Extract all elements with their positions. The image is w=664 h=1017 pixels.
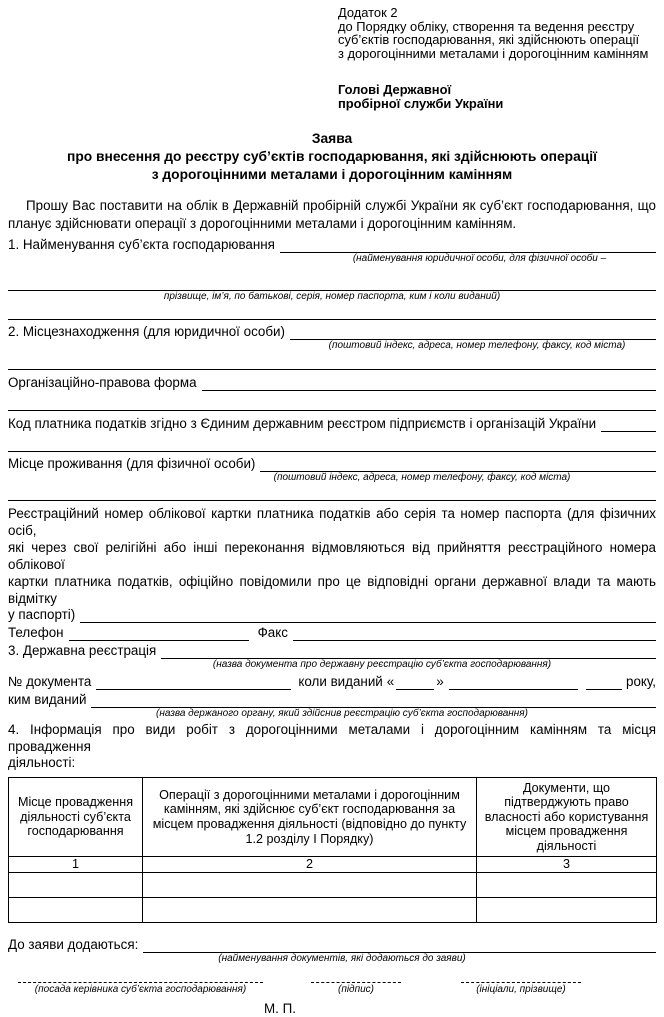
attachments-label: До заяви додаються:	[8, 937, 139, 953]
caption-row	[8, 953, 656, 965]
document-title	[8, 130, 656, 184]
regnum-paragraph	[8, 505, 656, 607]
appendix-line: Додаток 2	[338, 5, 398, 20]
table-header-row	[9, 777, 657, 857]
operations-table	[8, 777, 657, 924]
write-in-line	[8, 356, 656, 370]
caption-row	[8, 708, 656, 720]
field-legal-form	[8, 375, 656, 391]
table-number-cell: 3	[477, 857, 657, 873]
write-in-line	[260, 456, 656, 472]
title-line: про внесення до реєстру суб’єктів господарювання, які здійснюють операції	[67, 149, 597, 164]
table-number-cell: 1	[9, 857, 143, 873]
section4-line: 4. Інформація про види робіт з дорогоцінними металами і дорогоцінним камінням та місця провадження	[8, 722, 656, 754]
table-cell-empty	[143, 873, 477, 898]
signature-line	[311, 977, 401, 983]
field-label: Місце проживання (для фізичної особи)	[8, 456, 256, 471]
fax-label: Факс	[257, 625, 288, 640]
caption-row	[8, 340, 656, 352]
intro-line: планує здійснювати операції з дорогоцінними металами і дорогоцінним камінням.	[8, 216, 517, 231]
addressee-line: Голові Державної	[338, 82, 452, 97]
field-doc-number	[8, 674, 656, 690]
doc-number-label: № документа	[8, 674, 92, 689]
write-in-line	[8, 397, 656, 411]
year-suffix: року,	[626, 674, 656, 689]
table-cell-empty	[477, 898, 657, 923]
write-in-line	[8, 277, 656, 291]
field-state-registration	[8, 643, 656, 659]
caption-row	[8, 253, 656, 265]
regnum-line: Реєстраційний номер облікової картки платника податків або серія та номер паспорта (для фізичних осіб,	[8, 506, 656, 538]
signature-sign-column	[311, 977, 401, 996]
signature-block	[8, 977, 656, 996]
write-in-line	[143, 937, 656, 953]
field-caption: (найменування документів, які додаються до заяви)	[218, 953, 466, 965]
table-header-cell: Документи, що підтверджують право власності або користування місцем провадження діяльності	[477, 777, 657, 857]
field-caption: прізвище, ім’я, по батькові, серія, номер паспорта, ким і коли виданий)	[163, 291, 501, 302]
field-caption: (назва держаного органу, який здійснив реєстрацію суб’єкта господарювання)	[156, 708, 528, 719]
field-label: 3. Державна реєстрація	[8, 643, 157, 658]
field-phone-fax	[8, 625, 656, 641]
table-header-cell: Місце провадження діяльності суб’єкта господарювання	[9, 777, 143, 857]
write-in-line	[290, 324, 656, 340]
caption-row	[8, 472, 656, 484]
write-in-line	[586, 674, 622, 690]
table-row	[9, 898, 657, 923]
caption-row	[8, 291, 656, 303]
write-in-line	[8, 438, 656, 452]
write-in-line	[80, 607, 656, 623]
quote-close: »	[436, 674, 444, 689]
signature-position-column	[18, 977, 263, 996]
field-caption: (поштовий індекс, адреса, номер телефону, факсу, код міста)	[328, 340, 626, 351]
field-doc-issuer	[8, 692, 656, 708]
intro-paragraph	[8, 197, 656, 233]
signature-line	[461, 977, 581, 983]
issuer-label: ким виданий	[8, 692, 87, 707]
section4-heading	[8, 722, 656, 772]
write-in-line	[8, 487, 656, 501]
appendix-line: до Порядку обліку, створення та ведення реєстру	[338, 18, 635, 34]
addressee-block	[338, 83, 656, 111]
table-header-cell: Операції з дорогоцінними металами і дорогоцінним камінням, які здійснює суб’єкт господарювання за місцем провадження діяльності (відповідно до пункту 1.2 розділу І Порядку)	[143, 777, 477, 857]
field-location	[8, 324, 656, 340]
field-label: 2. Місцезнаходження (для юридичної особи)	[8, 324, 285, 339]
field-residence	[8, 456, 656, 472]
write-in-line	[69, 625, 249, 641]
field-passport-note	[8, 607, 656, 623]
field-label: Код платника податків згідно з Єдиним державним реєстром підприємств і організацій України	[8, 416, 597, 431]
title-line: Заява	[311, 131, 353, 146]
appendix-line: з дорогоцінними металами і дорогоцінним камінням	[338, 45, 649, 61]
field-attachments	[8, 937, 656, 953]
write-in-line	[293, 625, 656, 641]
title-line: з дорогоцінними металами і дорогоцінним камінням	[151, 167, 513, 182]
section4-line: діяльності:	[8, 755, 76, 770]
table-cell-empty	[9, 873, 143, 898]
signature-name-column	[461, 977, 581, 996]
field-label: Організаційно-правова форма	[8, 375, 197, 390]
signature-caption: (ініціали, прізвище)	[476, 984, 566, 996]
field-tax-code	[8, 416, 656, 432]
seal-label: М. П.	[264, 1001, 296, 1017]
phone-label: Телефон	[8, 625, 64, 640]
field-caption: (поштовий індекс, адреса, номер телефону, факсу, код міста)	[273, 472, 571, 483]
table-cell-empty	[143, 898, 477, 923]
write-in-line	[449, 674, 578, 690]
appendix-line: суб’єктів господарювання, які здійснюють операції	[338, 32, 640, 47]
write-in-line	[280, 237, 656, 253]
regnum-line: картки платника податків, офіційно повідомили про це відповідні органи державної влади та мають відмітку	[8, 574, 656, 606]
table-cell-empty	[9, 898, 143, 923]
regnum-line: які через свої релігійні або інші переконання відмовляються від прийняття реєстраційного номера облікової	[8, 540, 656, 572]
field-caption: (назва документа про державну реєстрацію суб’єкта господарювання)	[212, 659, 552, 670]
write-in-line	[161, 643, 656, 659]
table-row	[9, 873, 657, 898]
write-in-line	[396, 674, 434, 690]
table-cell-empty	[477, 873, 657, 898]
issued-label: коли виданий	[298, 674, 383, 689]
write-in-line	[601, 416, 656, 432]
intro-line: Прошу Вас поставити на облік в Державній пробірній службі України як суб’єкт господарювання, що	[26, 198, 656, 213]
write-in-line	[91, 692, 656, 708]
caption-row	[8, 659, 656, 671]
write-in-line	[8, 306, 656, 320]
field-label: у паспорті)	[8, 607, 76, 622]
field-label: 1. Найменування суб’єкта господарювання	[8, 237, 275, 252]
field-entity-name	[8, 237, 656, 253]
table-number-cell: 2	[143, 857, 477, 873]
addressee-line: пробірної служби України	[338, 96, 504, 111]
appendix-block	[338, 6, 656, 60]
write-in-line	[96, 674, 291, 690]
write-in-line	[202, 375, 656, 391]
table-number-row	[9, 857, 657, 873]
signature-caption: (підпис)	[338, 984, 374, 996]
field-caption: (найменування юридичної особи, для фізичної особи –	[352, 253, 607, 264]
signature-line	[18, 977, 263, 983]
signature-caption: (посада керівника суб’єкта господарювання)	[34, 984, 247, 996]
quote-open: «	[386, 674, 395, 689]
